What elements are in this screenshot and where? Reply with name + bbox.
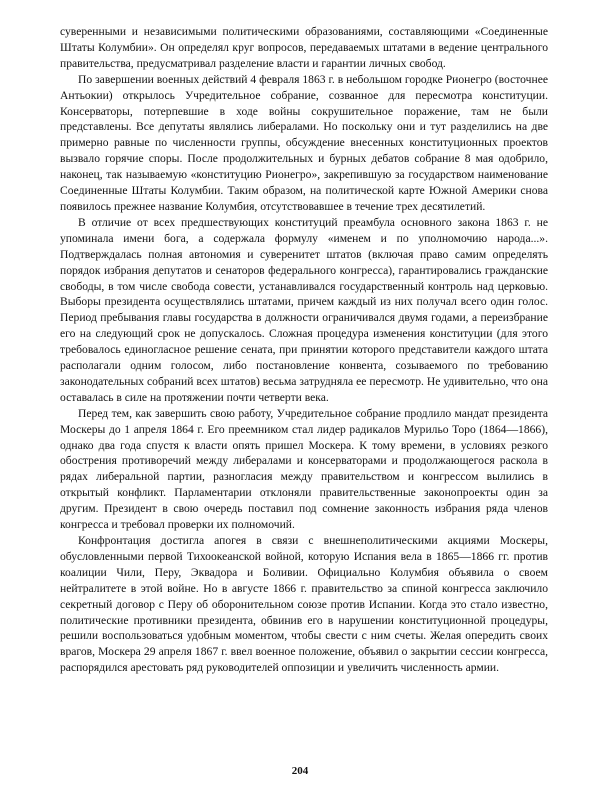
paragraph-4: Перед тем, как завершить свою работу, Учредительное собрание продлило мандат президента Москеры до 1 апреля 1864 г. Его преемником стал лидер радикалов Мурильо Торо (1864—1866), однако два года спустя к власти опять пришел Москера. К тому времени, в условиях резкого обострения противоречий между либералами и консерваторами и продолжающегося раскола в рядах либеральной партии, разногласия между правительством и конгрессом вылились в открытый конфликт. Парламентарии отклоняли правительственные законопроекты один за другим. Президент в свою очередь поставил под сомнение законность избрания ряда членов конгресса и требовал проверки их полномочий. [60,406,548,532]
paragraph-1: суверенными и независимыми политическими образованиями, составляющими «Соединенные Штаты Колумбии». Он определял круг вопросов, передаваемых штатами в ведение центрального правительства, предусматривал разделение власти и гарантии личных свобод. [60,25,548,70]
paragraph-5: Конфронтация достигла апогея в связи с внешнеполитическими акциями Москеры, обусловленными первой Тихоокеанской войной, которую Испания вела в 1865—1866 гг. против коалиции Чили, Перу, Эквадора и Боливии. Официально Колумбия объявила о своем нейтралитете в этой войне. Но в августе 1866 г. правительство за спиной конгресса заключило секретный договор с Перу об оборонительном союзе против Испании. Когда это стало известно, политические противники президента, обвинив его в нарушении конституционной процедуры, решили воспользоваться удобным моментом, чтобы свести с ним счеты. Желая опередить своих врагов, Москера 29 апреля 1867 г. ввел военное положение, объявил о закрытии сессии конгресса, распорядился арестовать ряд руководителей оппозиции и увеличить численность армии. [60,534,548,675]
paragraph-2: По завершении военных действий 4 февраля 1863 г. в небольшом городке Рионегро (восточнее Антьокии) открылось Учредительное собрание, созванное для пересмотра конституции. Консерваторы, потерпевшие в ходе войны сокрушительное поражение, там не были представлены. Все депутаты являлись либералами. Но поскольку они и тут разделились на две примерно равные по численности группы, обсуждение внесенных конституционных проектов вызвало горячие споры. После продолжительных и бурных дебатов собрание 8 мая одобрило, наконец, так называемую «конституцию Рионегро», закрепившую за государством наименование Соединенные Штаты Колумбии. Таким образом, на политической карте Южной Америки снова появилось прежнее название Колумбия, отсутствовавшее в течение трех десятилетий. [60,72,548,213]
page-body [60,24,548,676]
paragraph-3: В отличие от всех предшествующих конституций преамбула основного закона 1863 г. не упоминала имени бога, а содержала формулу «именем и по уполномочию народа...». Подтверждалась полная автономия и суверенитет штатов (включая право самим определять порядок избрания депутатов и сенаторов федерального конгресса), гарантировались гражданские свободы, в том числе свобода совести, устанавливался государственный контроль над церковью. Выборы президента осуществлялись штатами, причем каждый из них получал всего один голос. Период пребывания главы государства в должности ограничивался двумя годами, а переизбрание его на следующий срок не допускалось. Сложная процедура изменения конституции (для этого требовалось единогласное решение сената, при принятии которого представители каждого штата располагали одним голосом, либо постановление конвента, созываемого по требованию законодательных собраний всех штатов) весьма затрудняла ее пересмотр. Не удивительно, что она оставалась в силе на протяжении почти четверти века. [60,215,548,404]
page-number: 204 [291,765,309,777]
